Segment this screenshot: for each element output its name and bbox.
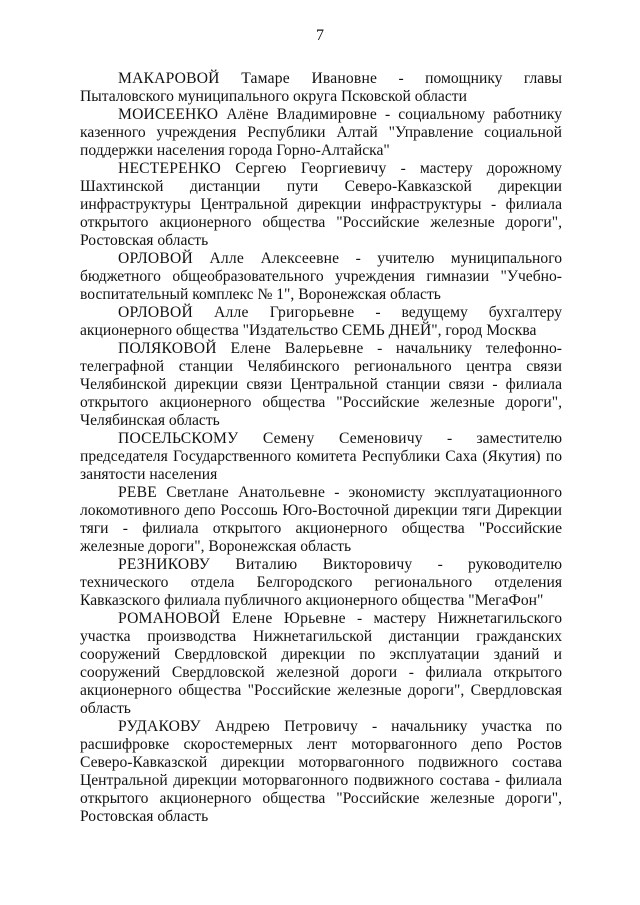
list-item (80, 484, 562, 556)
recipient-position: - социальному работнику казенного учреждения Республики Алтай "Управление социальной поддержки населения города Горно-Алтайска" (80, 106, 562, 159)
award-list (80, 70, 562, 826)
recipient-name: ОРЛОВОЙ Алле Григорьевне (118, 304, 355, 321)
list-item (80, 430, 562, 484)
list-item (80, 304, 562, 340)
recipient-position: - ведущему бухгалтеру акционерного общества "Издательство СЕМЬ ДНЕЙ", город Москва (80, 304, 562, 339)
list-item (80, 610, 562, 718)
list-item (80, 106, 562, 160)
recipient-position: - помощнику главы Пыталовского муниципального округа Псковской области (80, 70, 563, 105)
recipient-position: - заместителю председателя Государственного комитета Республики Саха (Якутия) по занятости населения (80, 430, 562, 483)
recipient-name: ПОЛЯКОВОЙ Елене Валерьевне (118, 340, 364, 357)
recipient-name: РЕЗНИКОВУ Виталию Викторовичу (118, 556, 413, 573)
page-number: 7 (316, 27, 324, 44)
list-item (80, 340, 562, 430)
recipient-position: - экономисту эксплуатационного локомотивного депо Россошь Юго-Восточной дирекции тяги Дирекции тяги - филиала открытого акционерного общества "Российские железные дороги", Воронежская область (80, 484, 562, 555)
list-item (80, 718, 562, 826)
recipient-name: РУДАКОВУ Андрею Петровичу (118, 718, 359, 735)
recipient-name: ПОСЕЛЬСКОМУ Семену Семеновичу (118, 430, 423, 447)
recipient-name: НЕСТЕРЕНКО Сергею Георгиевичу (118, 160, 387, 177)
list-item (80, 556, 562, 610)
recipient-position: - мастеру Нижнетагильского участка производства Нижнетагильской дистанции гражданских сооружений Свердловской дирекции по эксплуатации зданий и сооружений Свердловской железной дороги - филиала открытого акционерного общества "Российские железные дороги", Свердловская область (80, 610, 562, 717)
recipient-name: ОРЛОВОЙ Алле Алексеевне (118, 250, 340, 267)
list-item (80, 250, 562, 304)
recipient-name: РОМАНОВОЙ Елене Юрьевне (118, 610, 346, 627)
recipient-position: - руководителю технического отдела Белгородского регионального отделения Кавказского филиала публичного акционерного общества "МегаФон" (80, 556, 562, 609)
recipient-name: МАКАРОВОЙ Тамаре Ивановне (118, 70, 378, 87)
recipient-position: - учителю муниципального бюджетного общеобразовательного учреждения гимназии "Учебно-воспитательный комплекс № 1", Воронежская область (80, 250, 562, 303)
recipient-name: МОИСЕЕНКО Алёне Владимировне (118, 106, 378, 123)
list-item (80, 70, 562, 106)
recipient-name: РЕВЕ Светлане Анатольевне (118, 484, 326, 501)
recipient-position: - начальнику участка по расшифровке скоростемерных лент моторвагонного депо Ростов Северо-Кавказской дирекции моторвагонного подвижного состава Центральной дирекции моторвагонного подвижного состава - филиала открытого акционерного общества "Российские железные дороги", Ростовская область (80, 718, 562, 825)
recipient-position: - мастеру дорожному Шахтинской дистанции пути Северо-Кавказской дирекции инфраструктуры Центральной дирекции инфраструктуры - филиала открытого акционерного общества "Российские железные дороги", Ростовская область (80, 160, 562, 249)
list-item (80, 160, 562, 250)
recipient-position: - начальнику телефонно-телеграфной станции Челябинского регионального центра связи Челябинской дирекции связи Центральной станции связи - филиала открытого акционерного общества "Российские железные дороги", Челябинская область (80, 340, 562, 429)
